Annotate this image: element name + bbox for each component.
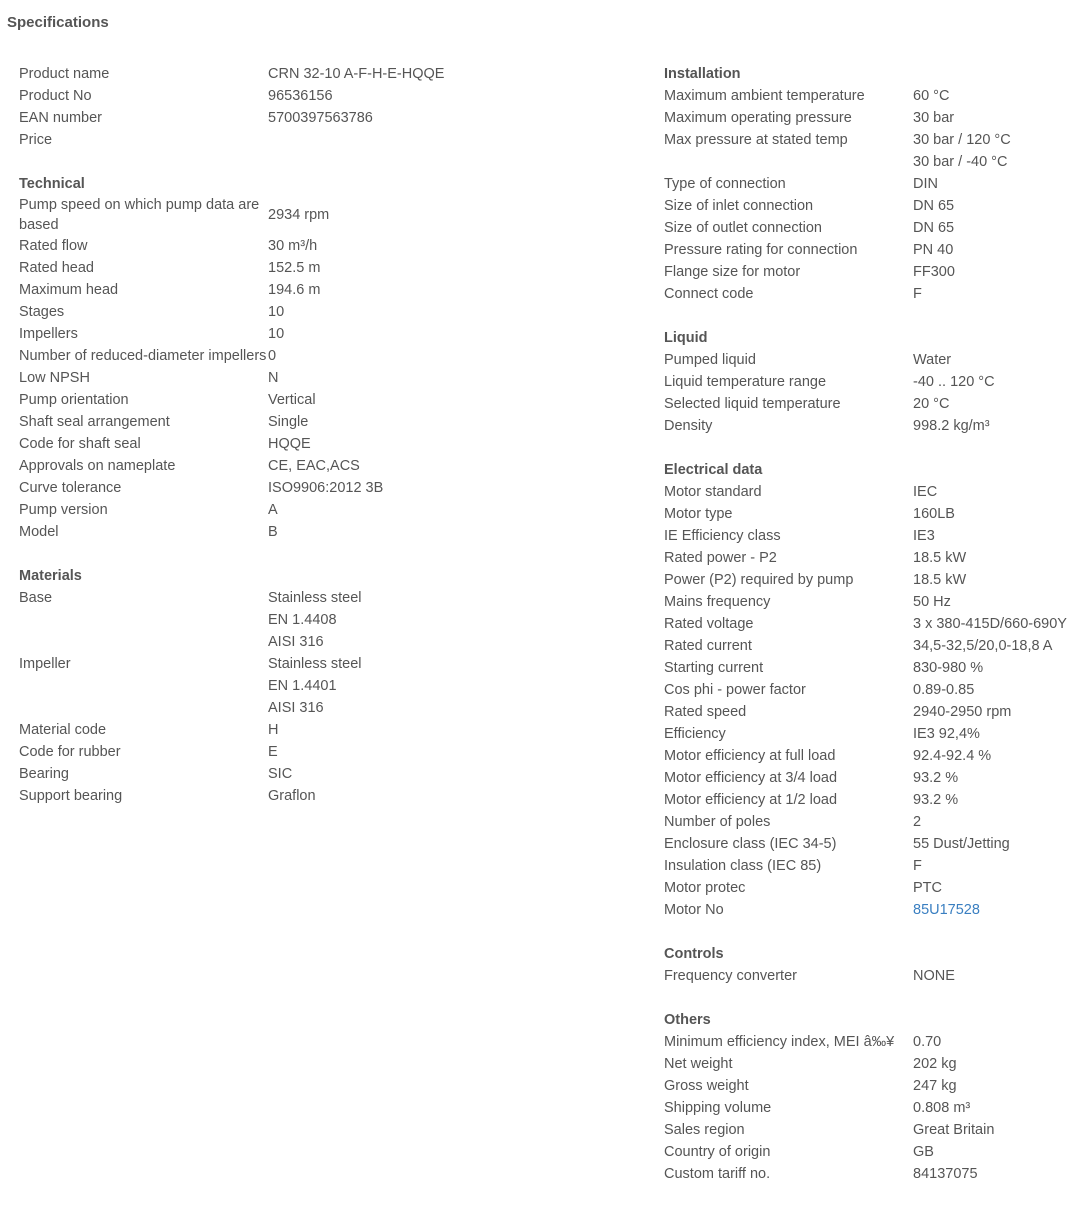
spec-row bbox=[664, 591, 1069, 613]
spec-row bbox=[664, 415, 1069, 437]
spec-label: Max pressure at stated temp bbox=[664, 132, 848, 148]
spec-label: Country of origin bbox=[664, 1144, 771, 1160]
spec-value-line: PN 40 bbox=[913, 242, 954, 258]
spec-value bbox=[268, 499, 278, 521]
section-heading: Liquid bbox=[664, 330, 708, 346]
spec-row bbox=[19, 367, 619, 389]
spec-value-line: Graflon bbox=[268, 788, 316, 804]
spec-value-line: 34,5-32,5/20,0-18,8 A bbox=[913, 638, 1053, 654]
spec-value-line: 10 bbox=[268, 326, 285, 342]
spec-row bbox=[664, 723, 1069, 745]
spec-row bbox=[19, 521, 619, 543]
spec-row bbox=[664, 1031, 1069, 1053]
spec-value-line: Single bbox=[268, 414, 309, 430]
spec-label: Minimum efficiency index, MEI â‰¥ bbox=[664, 1034, 895, 1050]
spec-label: EAN number bbox=[19, 110, 103, 126]
spec-label: Number of reduced-diameter impellers bbox=[19, 348, 267, 364]
spec-value bbox=[268, 521, 278, 543]
spec-value-line: 93.2 % bbox=[913, 792, 959, 808]
spec-row bbox=[664, 239, 1069, 261]
spec-row bbox=[664, 657, 1069, 679]
spec-row bbox=[664, 283, 1069, 305]
spec-value bbox=[913, 129, 1011, 173]
spec-row bbox=[664, 613, 1069, 635]
spec-value bbox=[268, 107, 373, 129]
spec-row bbox=[664, 965, 1069, 987]
spec-value bbox=[913, 679, 974, 701]
spec-value bbox=[913, 547, 966, 569]
spec-row bbox=[19, 345, 619, 367]
section-heading: Electrical data bbox=[664, 462, 763, 478]
spec-label: Pump version bbox=[19, 502, 108, 518]
spec-value bbox=[913, 591, 951, 613]
spec-label: Code for rubber bbox=[19, 744, 121, 760]
spec-value bbox=[913, 1141, 934, 1163]
spec-row bbox=[19, 85, 619, 107]
spec-value-line: ISO9906:2012 3B bbox=[268, 480, 384, 496]
spec-label: Maximum ambient temperature bbox=[664, 88, 865, 104]
spec-value-line: 0.70 bbox=[913, 1034, 942, 1050]
spec-row bbox=[664, 745, 1069, 767]
spec-row bbox=[664, 679, 1069, 701]
spec-value bbox=[913, 1053, 957, 1075]
spec-label: Rated head bbox=[19, 260, 94, 276]
spec-value bbox=[913, 349, 951, 371]
spec-value-line: HQQE bbox=[268, 436, 311, 452]
spec-label: Insulation class (IEC 85) bbox=[664, 858, 822, 874]
spec-row bbox=[664, 833, 1069, 855]
spec-value-line: IEC bbox=[913, 484, 938, 500]
spec-row bbox=[664, 393, 1069, 415]
spec-value bbox=[913, 613, 1067, 635]
spec-value-line: N bbox=[268, 370, 279, 386]
spec-row bbox=[19, 129, 619, 151]
spec-label: Cos phi - power factor bbox=[664, 682, 806, 698]
spec-label: Motor efficiency at full load bbox=[664, 748, 836, 764]
spec-label: Density bbox=[664, 418, 713, 434]
spec-value bbox=[268, 411, 308, 433]
spec-row bbox=[664, 261, 1069, 283]
spec-row bbox=[664, 129, 1069, 173]
spec-value bbox=[913, 789, 958, 811]
spec-label: Product name bbox=[19, 66, 110, 82]
spec-row bbox=[664, 525, 1069, 547]
spec-label: Base bbox=[19, 590, 53, 606]
spec-label: Impellers bbox=[19, 326, 78, 342]
spec-value bbox=[913, 635, 1052, 657]
spec-label: Power (P2) required by pump bbox=[664, 572, 854, 588]
spec-row bbox=[664, 899, 1069, 921]
spec-value bbox=[268, 389, 316, 411]
spec-value bbox=[913, 283, 922, 305]
spec-label: Sales region bbox=[664, 1122, 745, 1138]
spec-label: Product No bbox=[19, 88, 92, 104]
spec-value bbox=[268, 763, 292, 785]
spec-value bbox=[268, 433, 311, 455]
spec-value bbox=[913, 657, 983, 679]
spec-value-line: EN 1.4401 bbox=[268, 678, 337, 694]
spec-value bbox=[913, 899, 980, 921]
spec-value bbox=[913, 965, 955, 987]
spec-value-line: FF300 bbox=[913, 264, 955, 280]
spec-value bbox=[913, 723, 980, 745]
spec-value-line: H bbox=[268, 722, 279, 738]
spec-value-line: A bbox=[268, 502, 278, 518]
spec-value bbox=[913, 1163, 978, 1185]
spec-label: Rated current bbox=[664, 638, 752, 654]
spec-section-general bbox=[19, 63, 619, 151]
spec-label: Motor standard bbox=[664, 484, 762, 500]
spec-section-electrical-data bbox=[664, 459, 1069, 921]
spec-value bbox=[913, 261, 955, 283]
spec-value-line: Water bbox=[913, 352, 952, 368]
spec-value-line: CRN 32-10 A-F-H-E-HQQE bbox=[268, 66, 445, 82]
spec-value-line: 0.89-0.85 bbox=[913, 682, 975, 698]
spec-label: Size of inlet connection bbox=[664, 198, 814, 214]
spec-row bbox=[664, 195, 1069, 217]
spec-value bbox=[913, 107, 954, 129]
spec-value-line: Stainless steel bbox=[268, 656, 362, 672]
spec-value-line: 3 x 380-415D/660-690Y bbox=[913, 616, 1067, 632]
spec-label: Motor efficiency at 3/4 load bbox=[664, 770, 838, 786]
spec-value bbox=[268, 301, 284, 323]
spec-value bbox=[913, 1097, 970, 1119]
spec-label: Selected liquid temperature bbox=[664, 396, 841, 412]
spec-row bbox=[664, 789, 1069, 811]
spec-value bbox=[268, 63, 444, 85]
spec-value-line: EN 1.4408 bbox=[268, 612, 337, 628]
spec-label: Efficiency bbox=[664, 726, 726, 742]
spec-value bbox=[268, 719, 278, 741]
spec-label: Connect code bbox=[664, 286, 754, 302]
spec-row bbox=[19, 107, 619, 129]
spec-row bbox=[19, 63, 619, 85]
specs-left-column bbox=[19, 63, 619, 829]
spec-label: Support bearing bbox=[19, 788, 123, 804]
spec-label: Rated flow bbox=[19, 238, 88, 254]
spec-row bbox=[664, 503, 1069, 525]
spec-value-line: AISI 316 bbox=[268, 634, 324, 650]
spec-value-line: CE, EAC,ACS bbox=[268, 458, 360, 474]
spec-value bbox=[268, 85, 333, 107]
spec-label: Pressure rating for connection bbox=[664, 242, 858, 258]
spec-label: Motor type bbox=[664, 506, 733, 522]
spec-row bbox=[19, 257, 619, 279]
spec-row bbox=[664, 1097, 1069, 1119]
spec-section-installation bbox=[664, 63, 1069, 305]
spec-value-line: 30 bar / -40 °C bbox=[913, 154, 1008, 170]
spec-label: Type of connection bbox=[664, 176, 786, 192]
spec-row bbox=[664, 481, 1069, 503]
spec-label: Motor No bbox=[664, 902, 724, 918]
spec-row bbox=[19, 499, 619, 521]
spec-value-line: GB bbox=[913, 1144, 934, 1160]
spec-row bbox=[19, 477, 619, 499]
spec-value bbox=[913, 195, 954, 217]
spec-section-liquid bbox=[664, 327, 1069, 437]
spec-value bbox=[913, 481, 937, 503]
spec-row bbox=[664, 855, 1069, 877]
spec-label: Rated power - P2 bbox=[664, 550, 777, 566]
spec-value-line: 20 °C bbox=[913, 396, 950, 412]
spec-row bbox=[664, 107, 1069, 129]
spec-value-line: Vertical bbox=[268, 392, 316, 408]
spec-value-line: F bbox=[913, 858, 922, 874]
spec-value bbox=[913, 1031, 941, 1053]
spec-value bbox=[913, 745, 991, 767]
spec-row bbox=[19, 741, 619, 763]
spec-value-line: 0 bbox=[268, 348, 277, 364]
spec-value-line: 93.2 % bbox=[913, 770, 959, 786]
spec-value-line: 96536156 bbox=[268, 88, 333, 104]
spec-value-line: 2934 rpm bbox=[268, 207, 330, 223]
spec-section-materials bbox=[19, 565, 619, 807]
spec-label: Material code bbox=[19, 722, 107, 738]
spec-value-line: NONE bbox=[913, 968, 955, 984]
spec-value bbox=[268, 235, 317, 257]
spec-value bbox=[913, 525, 935, 547]
spec-label: Motor efficiency at 1/2 load bbox=[664, 792, 838, 808]
spec-value-line: IE3 92,4% bbox=[913, 726, 980, 742]
spec-value-line: PTC bbox=[913, 880, 942, 896]
spec-value-line: 202 kg bbox=[913, 1056, 957, 1072]
spec-label: Size of outlet connection bbox=[664, 220, 822, 236]
spec-value bbox=[913, 877, 942, 899]
spec-value-line: 30 m³/h bbox=[268, 238, 318, 254]
spec-row bbox=[664, 1163, 1069, 1185]
spec-value bbox=[913, 239, 953, 261]
spec-value bbox=[268, 257, 320, 279]
spec-row bbox=[19, 301, 619, 323]
spec-row bbox=[19, 587, 619, 653]
spec-value-line: SIC bbox=[268, 766, 293, 782]
spec-value bbox=[913, 217, 954, 239]
spec-value-line: 2 bbox=[913, 814, 922, 830]
spec-value-line: 92.4-92.4 % bbox=[913, 748, 992, 764]
spec-label: Enclosure class (IEC 34-5) bbox=[664, 836, 837, 852]
spec-value-line: Stainless steel bbox=[268, 590, 362, 606]
spec-value bbox=[268, 587, 362, 653]
spec-value-line: 30 bar / 120 °C bbox=[913, 132, 1011, 148]
spec-value-line: F bbox=[913, 286, 922, 302]
spec-value-line: 2940-2950 rpm bbox=[913, 704, 1012, 720]
spec-label: Gross weight bbox=[664, 1078, 749, 1094]
spec-row bbox=[19, 323, 619, 345]
spec-label: Curve tolerance bbox=[19, 480, 122, 496]
spec-value-line: 5700397563786 bbox=[268, 110, 373, 126]
spec-value bbox=[913, 85, 949, 107]
spec-row bbox=[664, 173, 1069, 195]
spec-label: Rated voltage bbox=[664, 616, 754, 632]
spec-value-line: B bbox=[268, 524, 278, 540]
spec-value-line: 194.6 m bbox=[268, 282, 321, 298]
spec-label: Liquid temperature range bbox=[664, 374, 827, 390]
spec-label: Pump speed on which pump data are based bbox=[19, 197, 260, 233]
spec-value-line: 60 °C bbox=[913, 88, 950, 104]
spec-value bbox=[913, 393, 949, 415]
spec-value bbox=[913, 371, 995, 393]
spec-label: Low NPSH bbox=[19, 370, 90, 386]
spec-label: Approvals on nameplate bbox=[19, 458, 176, 474]
spec-row bbox=[664, 217, 1069, 239]
spec-label: Flange size for motor bbox=[664, 264, 801, 280]
spec-value bbox=[913, 569, 966, 591]
spec-value-line: 18.5 kW bbox=[913, 550, 967, 566]
spec-row bbox=[664, 1141, 1069, 1163]
spec-value bbox=[913, 811, 921, 833]
spec-label: Net weight bbox=[664, 1056, 733, 1072]
spec-value bbox=[268, 455, 360, 477]
spec-row bbox=[19, 279, 619, 301]
spec-value bbox=[268, 345, 276, 367]
spec-value bbox=[268, 741, 278, 763]
spec-value-line: 30 bar bbox=[913, 110, 955, 126]
spec-row bbox=[19, 719, 619, 741]
spec-value bbox=[913, 701, 1011, 723]
spec-label: Pump orientation bbox=[19, 392, 129, 408]
spec-value-line: E bbox=[268, 744, 278, 760]
section-heading: Installation bbox=[664, 66, 741, 82]
spec-value bbox=[268, 204, 329, 226]
spec-row bbox=[19, 785, 619, 807]
spec-row bbox=[19, 411, 619, 433]
spec-row bbox=[664, 635, 1069, 657]
spec-value-line: 998.2 kg/m³ bbox=[913, 418, 990, 434]
spec-value-link[interactable]: 85U17528 bbox=[913, 902, 980, 918]
spec-label: Maximum head bbox=[19, 282, 119, 298]
spec-row bbox=[19, 653, 619, 719]
spec-label: IE Efficiency class bbox=[664, 528, 781, 544]
spec-label: Rated speed bbox=[664, 704, 747, 720]
section-heading: Controls bbox=[664, 946, 724, 962]
specs-right-column bbox=[664, 63, 1069, 1207]
spec-row bbox=[664, 547, 1069, 569]
spec-label: Maximum operating pressure bbox=[664, 110, 852, 126]
spec-value-line: 55 Dust/Jetting bbox=[913, 836, 1010, 852]
spec-value-line: 84137075 bbox=[913, 1166, 978, 1182]
spec-value bbox=[913, 767, 958, 789]
spec-label: Shaft seal arrangement bbox=[19, 414, 170, 430]
section-heading: Materials bbox=[19, 568, 82, 584]
spec-label: Impeller bbox=[19, 656, 71, 672]
spec-row bbox=[19, 389, 619, 411]
section-heading: Others bbox=[664, 1012, 711, 1028]
spec-label: Frequency converter bbox=[664, 968, 797, 984]
spec-row bbox=[664, 371, 1069, 393]
spec-row bbox=[664, 1053, 1069, 1075]
spec-section-technical bbox=[19, 173, 619, 543]
spec-row bbox=[19, 455, 619, 477]
spec-value bbox=[268, 367, 278, 389]
spec-value-line: 0.808 m³ bbox=[913, 1100, 971, 1116]
spec-label: Code for shaft seal bbox=[19, 436, 141, 452]
spec-value-line: DIN bbox=[913, 176, 938, 192]
spec-value bbox=[913, 503, 955, 525]
spec-value-line: -40 .. 120 °C bbox=[913, 374, 995, 390]
spec-row bbox=[664, 767, 1069, 789]
spec-value bbox=[913, 1075, 957, 1097]
spec-value bbox=[268, 477, 383, 499]
spec-label: Shipping volume bbox=[664, 1100, 772, 1116]
spec-label: Custom tariff no. bbox=[664, 1166, 771, 1182]
spec-value bbox=[913, 1119, 994, 1141]
spec-row bbox=[19, 235, 619, 257]
spec-label: Model bbox=[19, 524, 59, 540]
spec-value-line: 160LB bbox=[913, 506, 955, 522]
spec-row bbox=[664, 1075, 1069, 1097]
spec-value-line: 247 kg bbox=[913, 1078, 957, 1094]
spec-row bbox=[19, 433, 619, 455]
spec-row bbox=[664, 85, 1069, 107]
spec-value-line: DN 65 bbox=[913, 220, 955, 236]
spec-label: Mains frequency bbox=[664, 594, 771, 610]
spec-row bbox=[19, 195, 619, 235]
spec-value-line: 18.5 kW bbox=[913, 572, 967, 588]
spec-row bbox=[664, 701, 1069, 723]
spec-label: Motor protec bbox=[664, 880, 746, 896]
spec-label: Stages bbox=[19, 304, 65, 320]
spec-row bbox=[19, 763, 619, 785]
spec-label: Pumped liquid bbox=[664, 352, 756, 368]
spec-value bbox=[268, 653, 362, 719]
spec-label: Number of poles bbox=[664, 814, 771, 830]
spec-value bbox=[268, 279, 320, 301]
spec-row bbox=[664, 569, 1069, 591]
spec-label: Price bbox=[19, 132, 53, 148]
spec-value-line: 50 Hz bbox=[913, 594, 951, 610]
spec-value bbox=[268, 785, 316, 807]
spec-section-others bbox=[664, 1009, 1069, 1185]
spec-label: Bearing bbox=[19, 766, 69, 782]
spec-row bbox=[664, 877, 1069, 899]
page-title: Specifications bbox=[7, 14, 109, 31]
spec-row bbox=[664, 349, 1069, 371]
spec-value bbox=[913, 415, 990, 437]
spec-value bbox=[913, 833, 1010, 855]
spec-value-line: 830-980 % bbox=[913, 660, 984, 676]
spec-section-controls bbox=[664, 943, 1069, 987]
spec-value-line: DN 65 bbox=[913, 198, 955, 214]
spec-value-line: 152.5 m bbox=[268, 260, 321, 276]
spec-value-line: AISI 316 bbox=[268, 700, 324, 716]
spec-value-line: 10 bbox=[268, 304, 285, 320]
spec-value bbox=[913, 855, 922, 877]
spec-row bbox=[664, 1119, 1069, 1141]
section-heading: Technical bbox=[19, 176, 85, 192]
spec-value-line: Great Britain bbox=[913, 1122, 995, 1138]
spec-value bbox=[913, 173, 938, 195]
spec-label: Starting current bbox=[664, 660, 764, 676]
spec-row bbox=[664, 811, 1069, 833]
spec-value bbox=[268, 323, 284, 345]
spec-value-line: IE3 bbox=[913, 528, 935, 544]
